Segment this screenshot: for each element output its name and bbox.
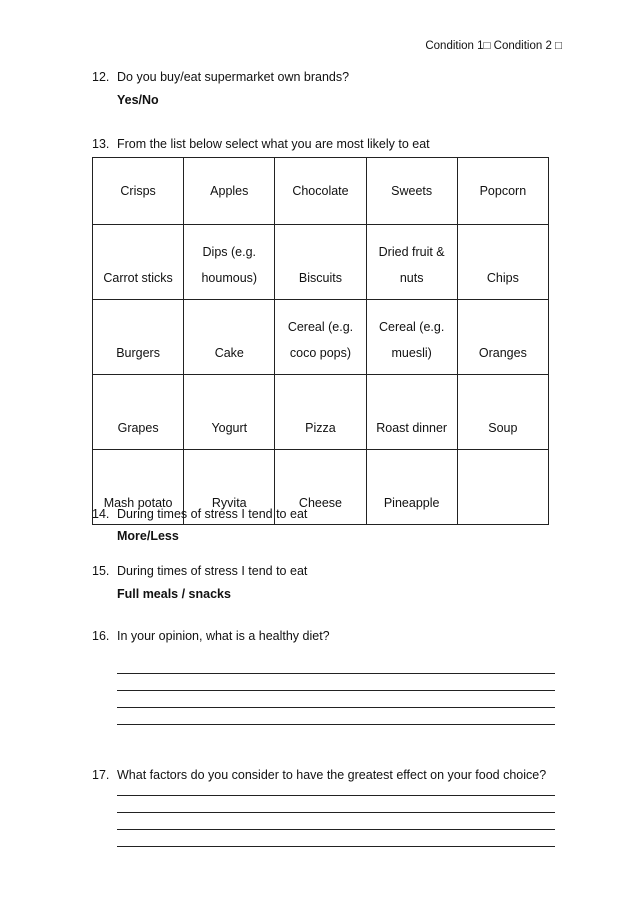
food-option-label: Apples (210, 184, 249, 198)
food-option-label: Biscuits (298, 271, 342, 285)
food-option-label: houmous) (201, 271, 258, 285)
question-13 (92, 137, 430, 151)
food-option-label: nuts (399, 271, 424, 285)
food-option-cell[interactable] (457, 225, 548, 300)
food-option-label: Cake (214, 346, 244, 360)
table-row (93, 225, 549, 300)
food-option-cell[interactable] (93, 375, 184, 450)
food-option-label: Yogurt (211, 421, 248, 435)
answer-meals-snacks: Full meals / snacks (117, 587, 231, 601)
condition-header: Condition 1□ Condition 2 □ (425, 40, 562, 52)
question-14 (92, 507, 307, 521)
food-option-cell[interactable] (184, 158, 275, 225)
food-option-label: Crisps (120, 184, 156, 198)
food-option-cell[interactable] (275, 300, 366, 375)
table-row (93, 300, 549, 375)
question-15 (92, 564, 307, 578)
answer-line[interactable] (117, 690, 555, 691)
table-row (93, 158, 549, 225)
food-option-cell[interactable] (366, 300, 457, 375)
food-option-cell[interactable] (275, 375, 366, 450)
answer-line[interactable] (117, 707, 555, 708)
food-choice-table (92, 157, 549, 525)
answer-line[interactable] (117, 812, 555, 813)
food-option-cell[interactable] (93, 225, 184, 300)
question-number: 13. (92, 137, 110, 151)
food-option-label: Oranges (478, 346, 527, 360)
question-number: 14. (92, 507, 110, 521)
food-option-label: Dried fruit & (378, 245, 445, 259)
answer-line[interactable] (117, 829, 555, 830)
question-17 (92, 768, 546, 782)
food-option-label: Burgers (116, 346, 160, 360)
food-option-label: coco pops) (289, 346, 352, 360)
food-option-label: Cereal (e.g. (379, 320, 445, 334)
food-option-cell[interactable] (457, 158, 548, 225)
food-option-cell[interactable] (275, 158, 366, 225)
question-16 (92, 629, 330, 643)
question-number: 15. (92, 564, 110, 578)
food-option-label: Pizza (305, 421, 336, 435)
question-12 (92, 70, 349, 84)
food-option-label: Pineapple (383, 496, 440, 510)
food-option-label: Grapes (117, 421, 159, 435)
food-option-cell[interactable] (457, 450, 548, 525)
answer-yes-no: Yes/No (117, 93, 159, 107)
food-option-label: Carrot sticks (103, 271, 173, 285)
question-text: In your opinion, what is a healthy diet? (117, 629, 330, 643)
food-option-cell[interactable] (184, 300, 275, 375)
food-option-cell[interactable] (93, 300, 184, 375)
question-number: 12. (92, 70, 110, 84)
answer-line[interactable] (117, 846, 555, 847)
question-text: Do you buy/eat supermarket own brands? (117, 70, 350, 84)
question-text: What factors do you consider to have the greatest effect on your food choice? (117, 768, 547, 782)
food-option-label: Chocolate (292, 184, 349, 198)
answer-line[interactable] (117, 724, 555, 725)
food-option-label: Soup (488, 421, 518, 435)
food-option-label: Cheese (298, 496, 343, 510)
question-text: During times of stress I tend to eat (117, 507, 308, 521)
food-option-cell[interactable] (366, 375, 457, 450)
answer-more-less: More/Less (117, 529, 179, 543)
answer-line[interactable] (117, 795, 555, 796)
question-number: 16. (92, 629, 110, 643)
food-option-cell[interactable] (93, 158, 184, 225)
food-option-cell[interactable] (184, 225, 275, 300)
food-option-label: Dips (e.g. (202, 245, 257, 259)
food-option-label: Chips (486, 271, 519, 285)
answer-line[interactable] (117, 673, 555, 674)
food-option-label: Cereal (e.g. (287, 320, 354, 334)
food-option-label: Ryvita (211, 496, 247, 510)
food-option-label: Sweets (391, 184, 433, 198)
food-option-label: Popcorn (479, 184, 527, 198)
food-option-cell[interactable] (184, 375, 275, 450)
question-text: From the list below select what you are most likely to eat (117, 137, 430, 151)
food-option-label: Roast dinner (376, 421, 448, 435)
food-option-cell[interactable] (457, 300, 548, 375)
question-number: 17. (92, 768, 110, 782)
food-option-label: muesli) (391, 346, 432, 360)
food-option-cell[interactable] (366, 158, 457, 225)
food-option-label: Mash potato (103, 496, 173, 510)
food-option-cell[interactable] (366, 225, 457, 300)
table-row (93, 375, 549, 450)
question-text: During times of stress I tend to eat (117, 564, 308, 578)
food-option-cell[interactable] (457, 375, 548, 450)
food-option-cell[interactable] (366, 450, 457, 525)
food-option-cell[interactable] (275, 225, 366, 300)
